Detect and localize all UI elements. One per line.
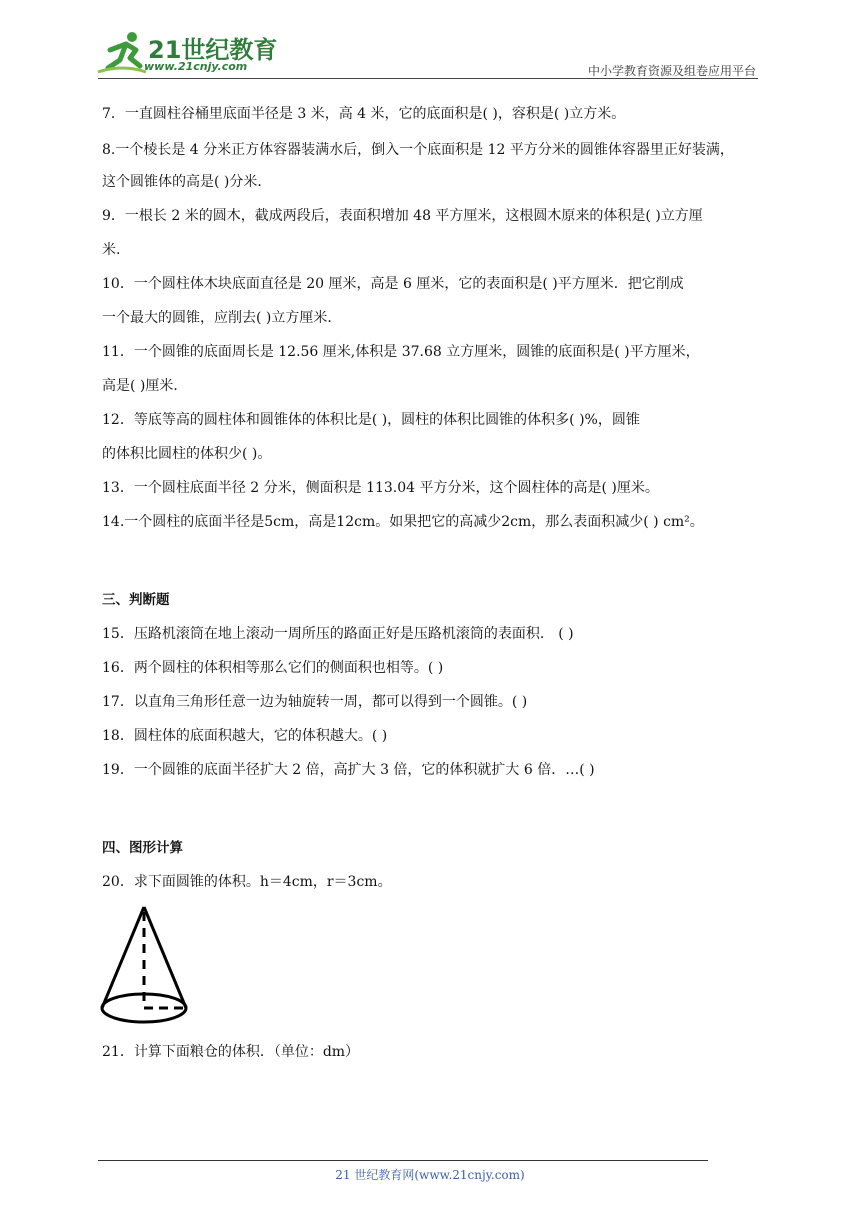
footer-text: 21 世纪教育网(www.21cnjy.com) bbox=[335, 1168, 525, 1182]
header-divider bbox=[98, 78, 758, 79]
logo-url: www.21cnjy.com bbox=[144, 60, 248, 73]
footer-divider bbox=[98, 1160, 708, 1161]
question-9-cont: 米. bbox=[102, 242, 121, 258]
question-19: 19．一个圆锥的底面半径扩大 2 倍，高扩大 3 倍，它的体积就扩大 6 倍．…( ) bbox=[102, 762, 595, 778]
question-18: 18．圆柱体的底面积越大，它的体积越大。( ) bbox=[102, 728, 388, 744]
platform-title: 中小学教育资源及组卷应用平台 bbox=[587, 64, 756, 78]
logo-text: 21世纪教育 bbox=[148, 36, 278, 64]
section-4-title: 四、图形计算 bbox=[102, 840, 183, 856]
logo bbox=[96, 30, 278, 78]
cone-diagram bbox=[98, 904, 190, 1030]
question-7: 7．一直圆柱谷桶里底面半径是 3 米，高 4 米，它的底面积是( )，容积是( )立方米。 bbox=[102, 106, 626, 122]
question-11: 11．一个圆锥的底面周长是 12.56 厘米,体积是 37.68 立方厘米，圆锥的底面积是( )平方厘米， bbox=[102, 344, 700, 360]
question-21: 21．计算下面粮仓的体积．（单位：dm） bbox=[102, 1044, 360, 1060]
question-17: 17．以直角三角形任意一边为轴旋转一周，都可以得到一个圆锥。( ) bbox=[102, 694, 528, 710]
question-14: 14.一个圆柱的底面半径是5cm，高是12cm。如果把它的高减少2cm，那么表面积减少( ) cm²。 bbox=[102, 514, 704, 530]
question-20: 20．求下面圆锥的体积。h＝4cm，r＝3cm。 bbox=[102, 874, 392, 890]
question-10: 10．一个圆柱体木块底面直径是 20 厘米，高是 6 厘米，它的表面积是( )平方厘米．把它削成 bbox=[102, 276, 684, 292]
question-16: 16．两个圆柱的体积相等那么它们的侧面积也相等。( ) bbox=[102, 660, 444, 676]
question-15: 15．压路机滚筒在地上滚动一周所压的路面正好是压路机滚筒的表面积． ( ) bbox=[102, 626, 574, 642]
question-13: 13．一个圆柱底面半径 2 分米，侧面积是 113.04 平方分米，这个圆柱体的高是( )厘米。 bbox=[102, 480, 659, 496]
question-9: 9．一根长 2 米的圆木，截成两段后，表面积增加 48 平方厘米，这根圆木原来的体积是( )立方厘 bbox=[102, 208, 703, 224]
page-header bbox=[0, 0, 860, 82]
question-12-cont: 的体积比圆柱的体积少( )。 bbox=[102, 446, 272, 462]
section-3-title: 三、判断题 bbox=[102, 592, 170, 608]
question-10-cont: 一个最大的圆锥，应削去( )立方厘米． bbox=[102, 310, 342, 326]
question-8-cont: 这个圆锥体的高是( )分米． bbox=[102, 174, 272, 190]
runner-logo-icon bbox=[96, 30, 148, 76]
question-8: 8.一个棱长是 4 分米正方体容器装满水后，倒入一个底面积是 12 平方分米的圆锥体容器里正好装满， bbox=[102, 142, 734, 158]
question-12: 12．等底等高的圆柱体和圆锥体的体积比是( )，圆柱的体积比圆锥的体积多( )%，圆锥 bbox=[102, 412, 640, 428]
question-11-cont: 高是( )厘米． bbox=[102, 378, 188, 394]
